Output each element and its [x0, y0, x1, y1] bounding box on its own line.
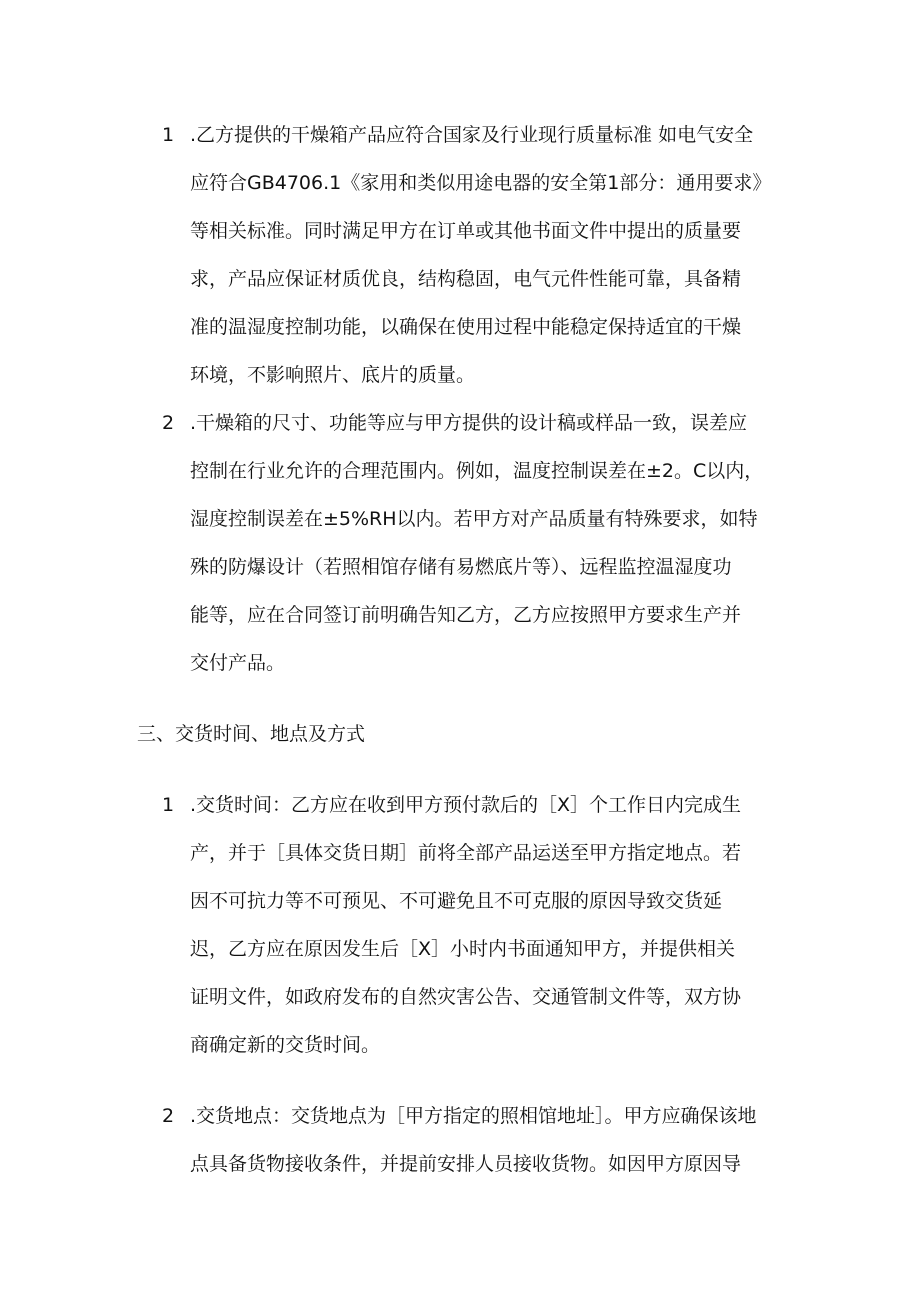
- clause-line: .交货地点：交货地点为［甲方指定的照相馆地址］。甲方应确保该地: [190, 1105, 757, 1127]
- clause-line: 殊的防爆设计（若照相馆存储有易燃底片等）、远程监控温湿度功: [190, 556, 732, 578]
- clause-number: 1: [162, 794, 175, 816]
- clause-number: 2: [162, 1105, 175, 1127]
- section-heading: 三、交货时间、地点及方式: [137, 723, 366, 745]
- clause-line: .乙方提供的干燥箱产品应符合国家及行业现行质量标准 如电气安全: [190, 124, 754, 146]
- clause-line: 能等，应在合同签订前明确告知乙方，乙方应按照甲方要求生产并: [190, 604, 742, 626]
- clause-line: 应符合GB4706.1《家用和类似用途电器的安全第1部分：通用要求》: [190, 172, 772, 194]
- clause-line: 交付产品。: [190, 652, 286, 674]
- clause-line: .干燥箱的尺寸、功能等应与甲方提供的设计稿或样品一致，误差应: [190, 412, 748, 434]
- clause-line: 求，产品应保证材质优良，结构稳固，电气元件性能可靠，具备精: [190, 268, 742, 290]
- clause-number: 2: [162, 412, 175, 434]
- clause-line: 迟，乙方应在原因发生后［X］小时内书面通知甲方，并提供相关: [190, 938, 736, 960]
- clause-line: 控制在行业允许的合理范围内。例如，温度控制误差在±2。C以内，: [190, 460, 764, 482]
- clause-line: 因不可抗力等不可预见、不可避免且不可克服的原因导致交货延: [190, 890, 723, 912]
- clause-number: 1: [162, 124, 175, 146]
- clause-line: 湿度控制误差在±5%RH以内。若甲方对产品质量有特殊要求，如特: [190, 508, 758, 530]
- clause-line: 环境，不影响照片、底片的质量。: [190, 364, 476, 386]
- clause-line: 证明文件，如政府发布的自然灾害公告、交通管制文件等，双方协: [190, 986, 742, 1008]
- clause-line: .交货时间：乙方应在收到甲方预付款后的［X］个工作日内完成生: [190, 794, 742, 816]
- clause-line: 商确定新的交货时间。: [190, 1034, 381, 1056]
- clause-line: 产，并于［具体交货日期］前将全部产品运送至甲方指定地点。若: [190, 842, 742, 864]
- clause-line: 准的温湿度控制功能，以确保在使用过程中能稳定保持适宜的干燥: [190, 316, 742, 338]
- clause-line: 点具备货物接收条件，并提前安排人员接收货物。如因甲方原因导: [190, 1153, 742, 1175]
- clause-line: 等相关标准。同时满足甲方在订单或其他书面文件中提出的质量要: [190, 220, 742, 242]
